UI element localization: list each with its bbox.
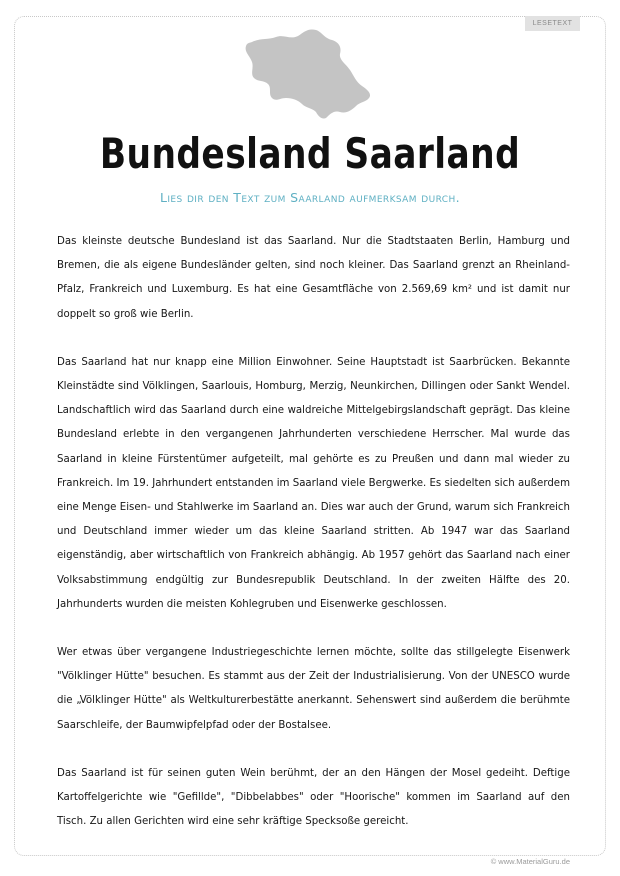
- paragraph: Wer etwas über vergangene Industriegeschichte lernen möchte, sollte das stillgelegte Eisenwerk "Völklinger Hütte" besuchen. Es stammt aus der Zeit der Industrialisierung. Von der UNESCO wurde die „Völklinger Hütte" als Weltkulturerbestätte anerkannt. Sehenswert sind außerdem die berühmte Saarschleife, der Baumwipfelpfad oder der Bostalsee.: [57, 647, 570, 731]
- page-subtitle: Lies dir den Text zum Saarland aufmerksam durch.: [159, 190, 461, 205]
- reading-text: [57, 230, 570, 858]
- copyright-notice: © www.MaterialGuru.de: [490, 857, 570, 866]
- saarland-map-illustration: [242, 28, 374, 120]
- paragraph: Das Saarland hat nur knapp eine Million Einwohner. Seine Hauptstadt ist Saarbrücken. Bekannte Kleinstädte sind Völklingen, Saarlouis, Homburg, Merzig, Neunkirchen, Dillingen oder Sankt Wendel. Landschaftlich wird das Saarland durch eine waldreiche Mittelgebirgslandschaft geprägt. Das kleine Bundesland erlebte in den vergangenen Jahrhunderten verschiedene Herrscher. Mal wurde das Saarland in kleine Fürstentümer aufgeteilt, mal gehörte es zu Preußen und dann mal wieder zu Frankreich. Im 19. Jahrhundert entstanden im Saarland viele Bergwerke. Es siedelten sich außerdem eine Menge Eisen- und Stahlwerke im Saarland an. Dies war auch der Grund, warum sich Frankreich und Deutschland immer wieder um das kleine Saarland stritten. Ab 1947 war das Saarland eigenständig, aber wirtschaftlich von Frankreich abhängig. Ab 1957 gehört das Saarland nach einer Volksabstimmung endgültig zur Bundesrepublik Deutschland. In der zweiten Hälfte des 20. Jahrhunderts wurden die meisten Kohlegruben und Eisenwerke geschlossen.: [57, 356, 570, 610]
- page-title: Bundesland Saarland: [99, 129, 521, 178]
- paragraph: Das kleinste deutsche Bundesland ist das Saarland. Nur die Stadtstaaten Berlin, Hamburg und Bremen, die als eigene Bundesländer gelten, sind noch kleiner. Das Saarland grenzt an Rheinland-Pfalz, Frankreich und Luxemburg. Es hat eine Gesamtfläche von 2.569,69 km² und ist damit nur doppelt so groß wie Berlin.: [57, 236, 570, 320]
- paragraph: Das Saarland ist für seinen guten Wein berühmt, der an den Hängen der Mosel gedeiht. Deftige Kartoffelgerichte wie "Gefillde", "Dibbelabbes" oder "Hoorische" kommen im Saarland auf den Tisch. Zu allen Gerichten wird eine sehr kräftige Specksoße gereicht.: [57, 767, 570, 828]
- worksheet-type-tag: LESETEXT: [525, 16, 580, 31]
- saarland-outline-shape: [246, 29, 370, 118]
